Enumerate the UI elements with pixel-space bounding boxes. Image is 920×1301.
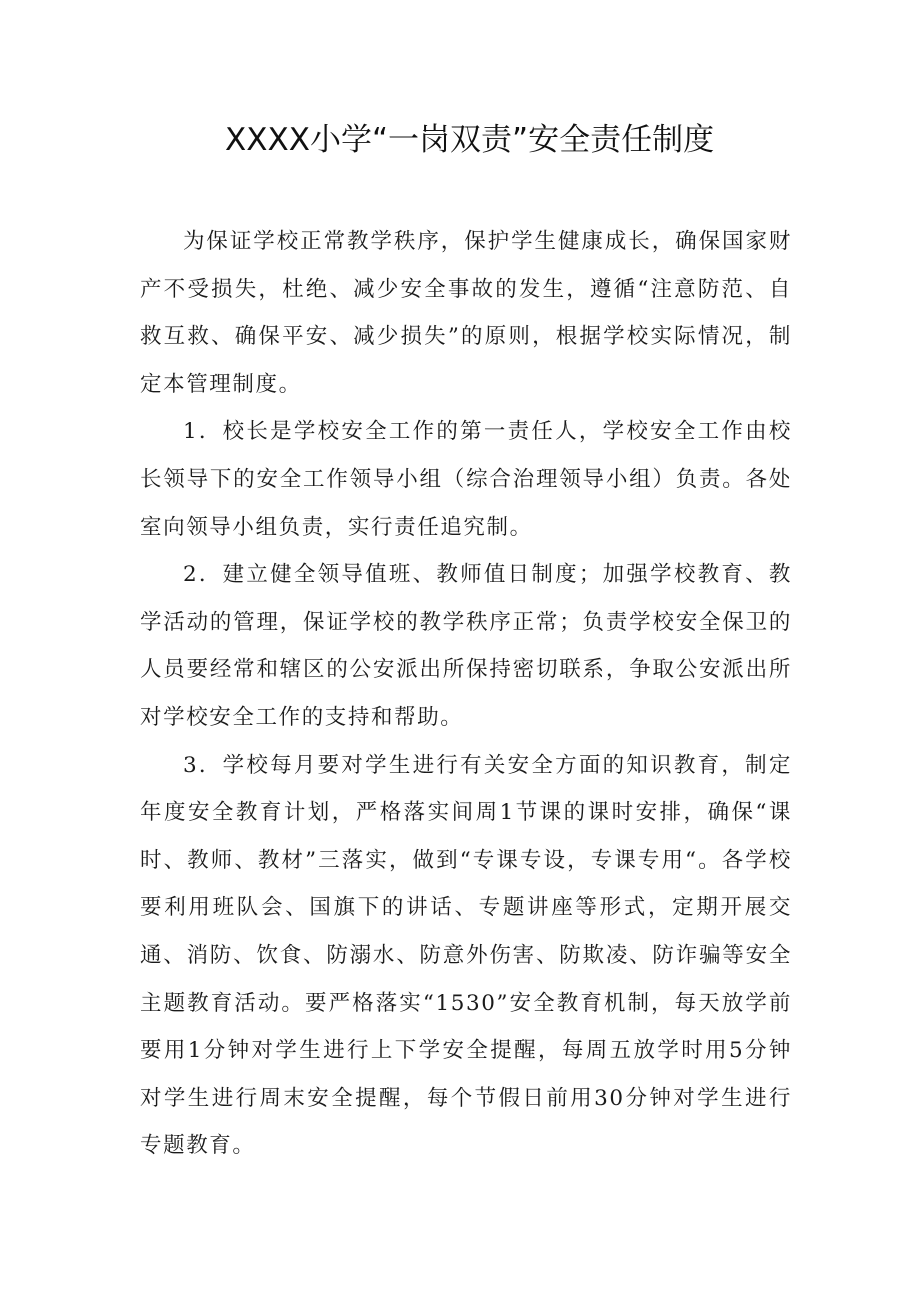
document-body: [140, 218, 792, 1170]
clause-3-paragraph: 3．学校每月要对学生进行有关安全方面的知识教育，制定年度安全教育计划，严格落实间周1节课的课时安排，确保“课时、教师、教材”三落实，做到“专课专设，专课专用“。各学校要利用班队会、国旗下的讲话、专题讲座等形式，定期开展交通、消防、饮食、防溺水、防意外伤害、防欺凌、防诈骗等安全主题教育活动。要严格落实“1530”安全教育机制，每天放学前要用1分钟对学生进行上下学安全提醒，每周五放学时用5分钟对学生进行周末安全提醒，每个节假日前用30分钟对学生进行专题教育。: [140, 752, 792, 1159]
clause-1-paragraph: 1．校长是学校安全工作的第一责任人，学校安全工作由校长领导下的安全工作领导小组（综合治理领导小组）负责。各处室向领导小组负责，实行责任追究制。: [140, 419, 792, 540]
document-title: XXXX小学“一岗双责”安全责任制度: [225, 122, 715, 158]
clause-2-paragraph: 2．建立健全领导值班、教师值日制度；加强学校教育、教学活动的管理，保证学校的教学秩序正常；负责学校安全保卫的人员要经常和辖区的公安派出所保持密切联系，争取公安派出所对学校安全工作的支持和帮助。: [140, 562, 792, 730]
intro-paragraph: 为保证学校正常教学秩序，保护学生健康成长，确保国家财产不受损失，杜绝、减少安全事故的发生，遵循“注意防范、自救互救、确保平安、减少损失”的原则，根据学校实际情况，制定本管理制度。: [140, 229, 792, 397]
